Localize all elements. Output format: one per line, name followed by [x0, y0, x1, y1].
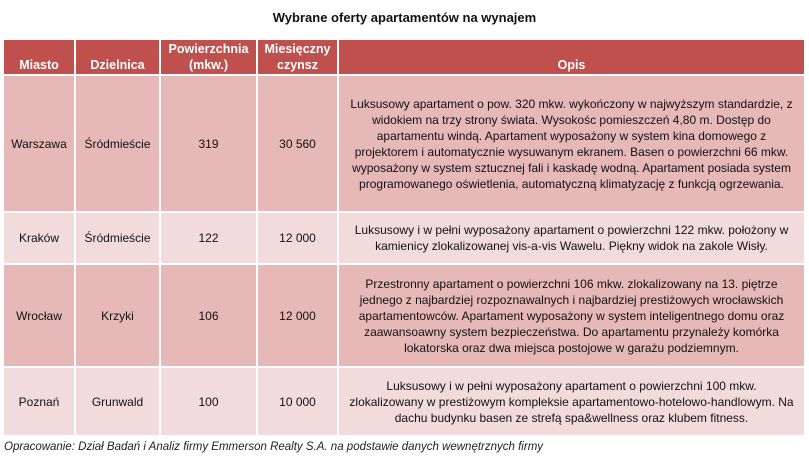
col-header-rent: Miesięczny czynsz [257, 39, 338, 75]
cell-rent: 12 000 [257, 264, 338, 367]
source-note: Opracowanie: Dział Badań i Analiz firmy Emmerson Realty S.A. na podstawie danych wewnętrznych firmy [4, 441, 544, 453]
cell-rent: 12 000 [257, 212, 338, 264]
cell-description: Luksusowy i w pełni wyposażony apartament o powierzchni 122 mkw. położony w kamienicy zlokalizowanej vis-a-vis Wawelu. Piękny widok na zakole Wisły. [338, 212, 805, 264]
cell-area: 100 [160, 367, 257, 436]
cell-area: 122 [160, 212, 257, 264]
cell-district: Śródmieście [75, 212, 160, 264]
col-header-district: Dzielnica [75, 39, 160, 75]
cell-district: Grunwald [75, 367, 160, 436]
cell-description: Przestronny apartament o powierzchni 106 mkw. zlokalizowany na 13. piętrze jednego z najbardziej rozpoznawalnych i najbardziej prestiżowych wrocławskich apartamentowców. Apartament wyposażony w system inteligentnego domu oraz zaawansoawny system bezpieczeństwa. Do apartamentu przynależy komórka lokatorska oraz dwa miejsca postojowe w garażu podziemnym. [338, 264, 805, 367]
table-title: Wybrane oferty apartamentów na wynajem [272, 10, 537, 25]
cell-district: Krzyki [75, 264, 160, 367]
table-row [3, 367, 805, 436]
cell-description: Luksusowy apartament o pow. 320 mkw. wykończony w najwyższym standardzie, z widokiem na trzy strony świata. Wysokośc pomieszczeń 4,80 m. Dostęp do apartamentu windą. Apartament wyposażony w system kina domowego z projektorem i automatycznie wysuwanym ekranem. Basen o powierzchni 66 mkw. wyposażony w system sztucznej fali i kaskadę wodną. Apartament posiada system programowanego oświetlenia, automatyczną klimatyzację z funkcją ogrzewania. [338, 75, 805, 212]
table-row [3, 75, 805, 212]
cell-city: Warszawa [3, 75, 75, 212]
table-row [3, 264, 805, 367]
cell-description: Luksusowy i w pełni wyposażony apartament o powierzchni 100 mkw. zlokalizowany w prestiżowym kompleksie apartamentowo-hotelowo-handlowym. Na dachu budynku basen ze strefą spa&wellness oraz klubem fitness. [338, 367, 805, 436]
cell-city: Poznań [3, 367, 75, 436]
offers-table [2, 38, 806, 437]
cell-district: Śródmieście [75, 75, 160, 212]
table-row [3, 212, 805, 264]
col-header-area: Powierzchnia (mkw.) [160, 39, 257, 75]
cell-city: Kraków [3, 212, 75, 264]
cell-city: Wrocław [3, 264, 75, 367]
col-header-city: Miasto [3, 39, 75, 75]
cell-area: 319 [160, 75, 257, 212]
cell-area: 106 [160, 264, 257, 367]
cell-rent: 10 000 [257, 367, 338, 436]
cell-rent: 30 560 [257, 75, 338, 212]
header-row [3, 39, 805, 75]
col-header-description: Opis [338, 39, 805, 75]
